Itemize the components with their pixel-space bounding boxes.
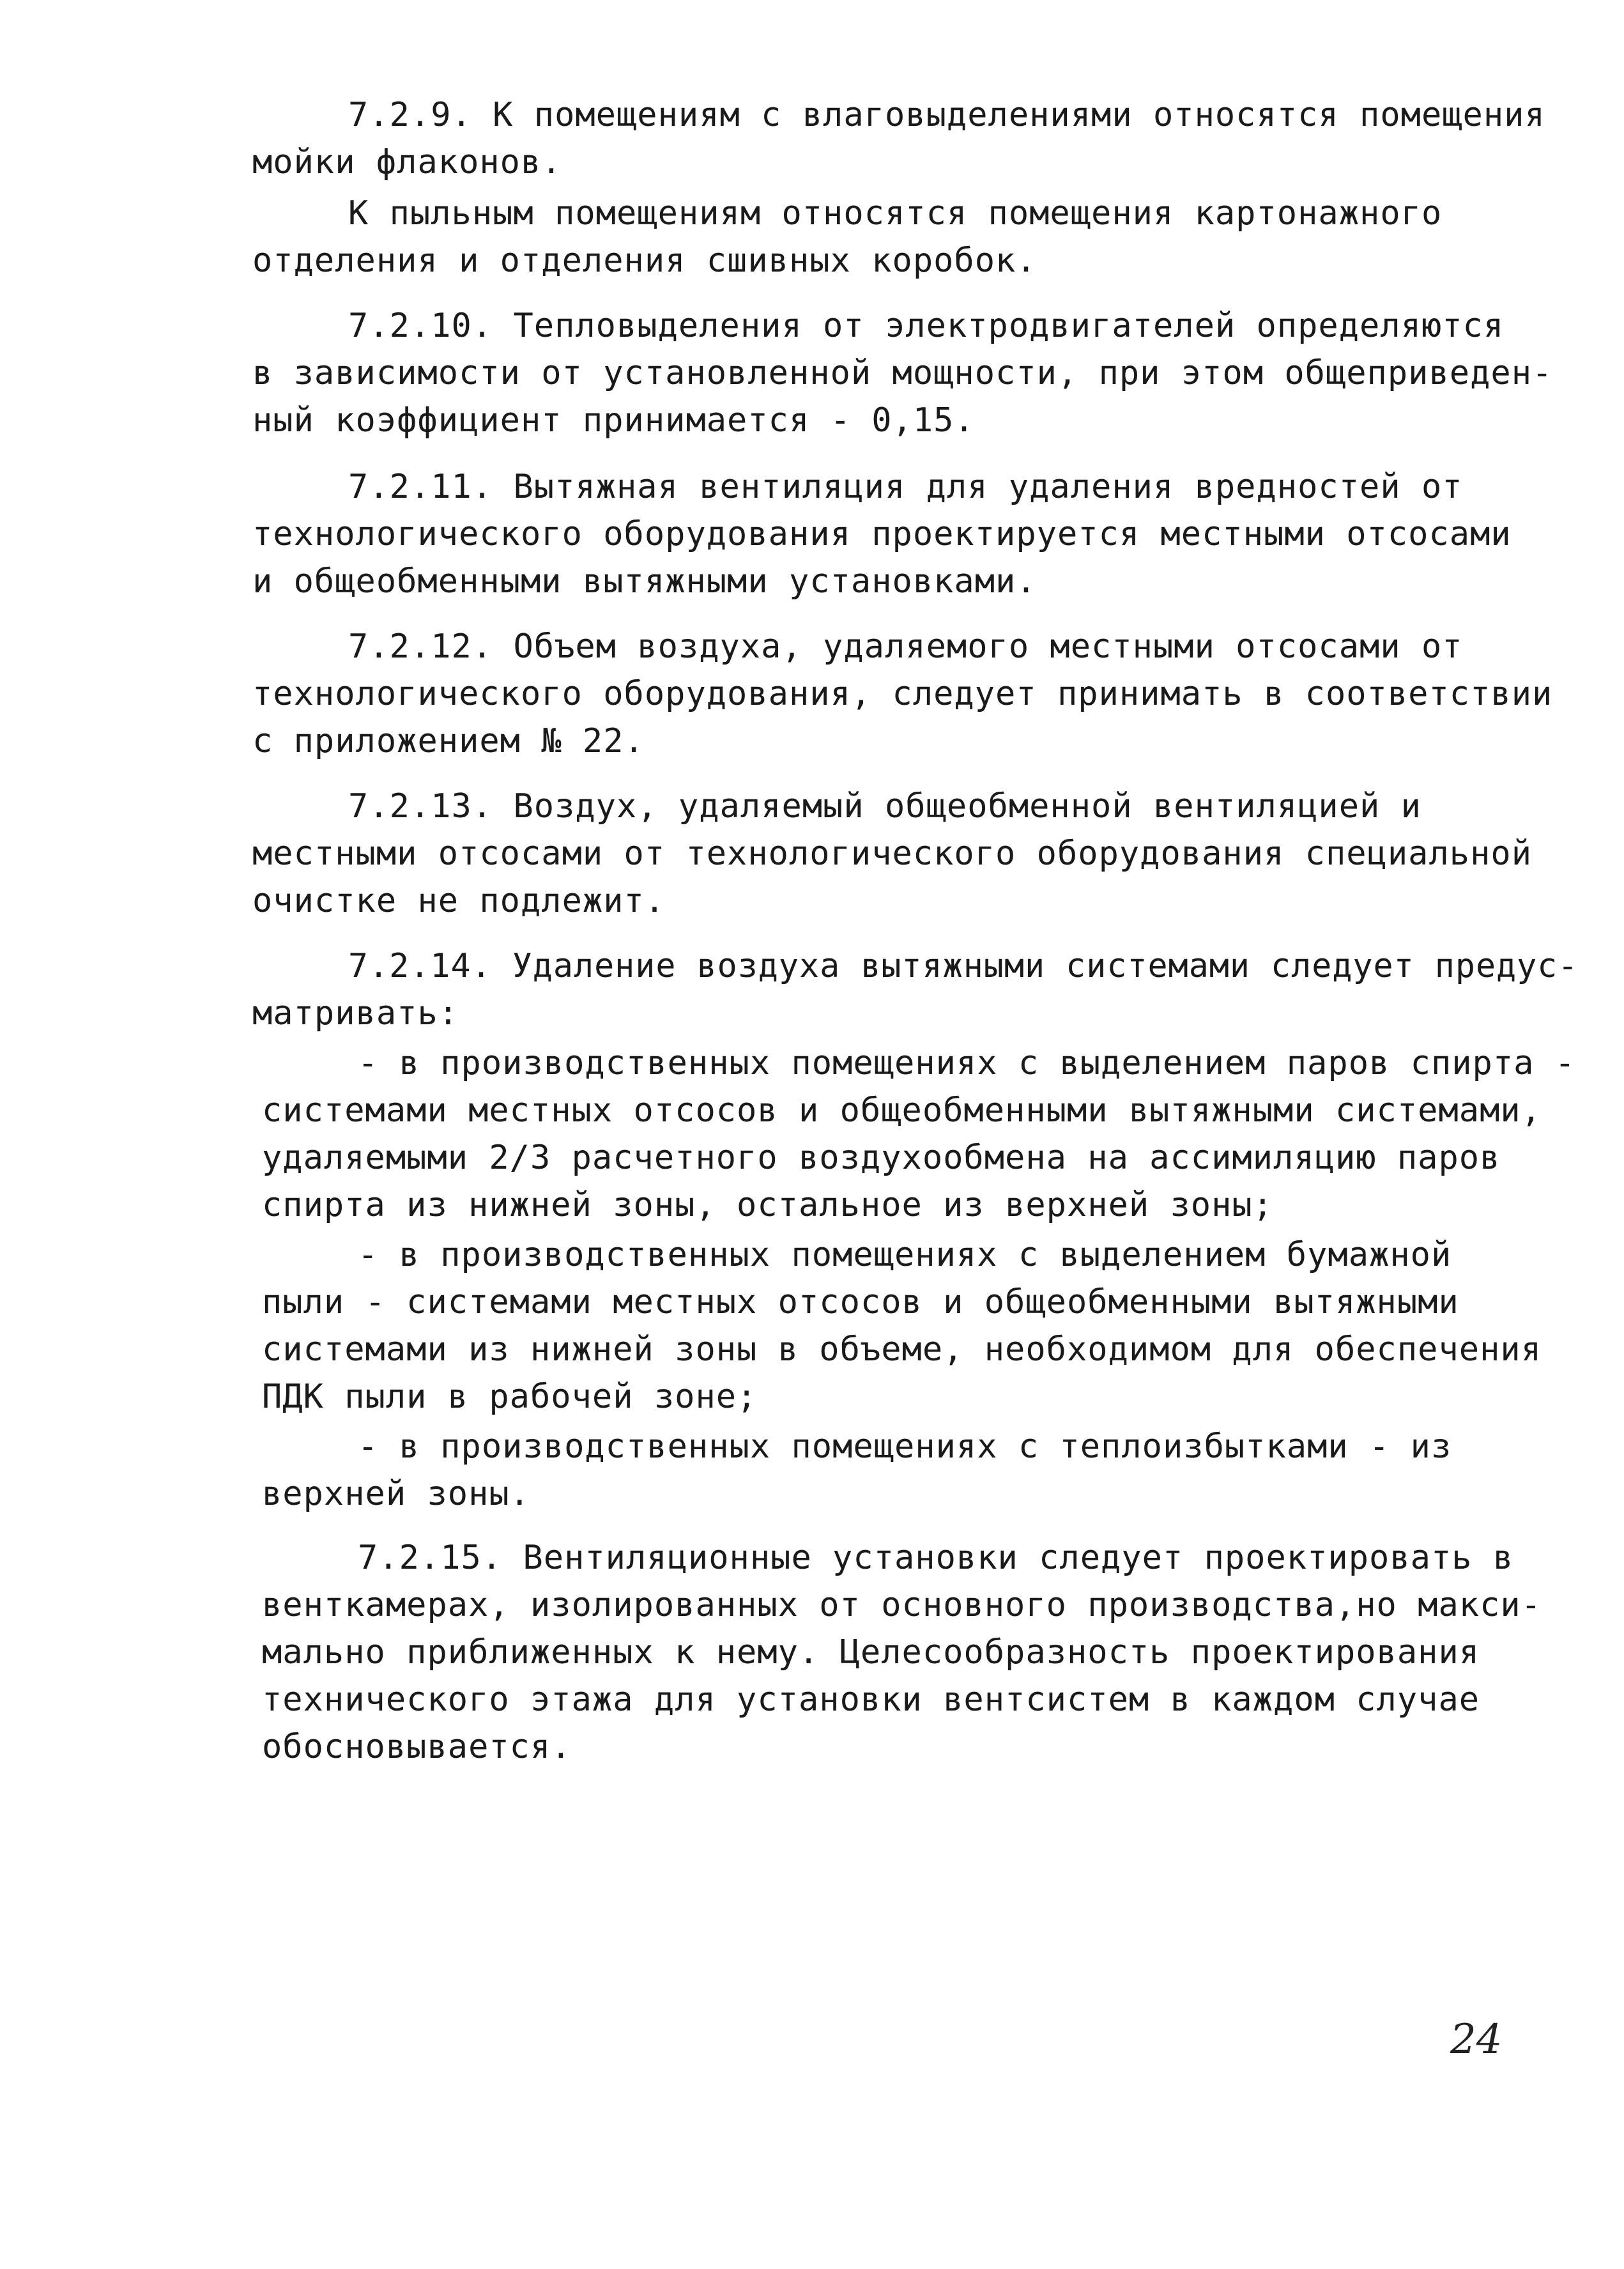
list-item-line: ПДК пыли в рабочей зоне;: [262, 1378, 758, 1416]
text-line: технологического оборудования проектируется местными отсосами: [252, 515, 1512, 553]
text-line: обосновывается.: [262, 1728, 572, 1766]
text-line: и общеобменными вытяжными установками.: [252, 562, 1037, 601]
text-line: мально приближенных к нему. Целесообразность проектирования: [262, 1633, 1480, 1672]
text-line: технического этажа для установки вентсистем в каждом случае: [262, 1681, 1480, 1719]
text-line: матривать:: [252, 994, 459, 1033]
list-item-line: спирта из нижней зоны, остальное из верхней зоны;: [262, 1186, 1274, 1224]
page-number: 24: [1450, 2016, 1503, 2063]
text-line: отделения и отделения сшивных коробок.: [252, 242, 1037, 280]
text-line: 7.2.15. Вентиляционные установки следует проектировать в: [358, 1539, 1514, 1577]
text-line: 7.2.10. Тепловыделения от электродвигателей определяются: [348, 307, 1505, 345]
text-line: местными отсосами от технологического оборудования специальной: [252, 835, 1533, 873]
list-item-line: - в производственных помещениях с теплоизбытками - из: [358, 1427, 1452, 1466]
list-item-line: - в производственных помещениях с выделением бумажной: [358, 1236, 1452, 1274]
text-line: К пыльным помещениям относятся помещения картонажного: [348, 194, 1443, 233]
list-item-line: пыли - системами местных отсосов и общеобменными вытяжными: [262, 1283, 1459, 1321]
text-line: технологического оборудования, следует принимать в соответствии: [252, 675, 1553, 713]
text-line: очистке не подлежит.: [252, 882, 666, 920]
list-item-line: системами местных отсосов и общеобменными вытяжными системами,: [262, 1091, 1542, 1130]
text-line: в зависимости от установленной мощности, при этом общеприведен-: [252, 354, 1553, 392]
text-line: 7.2.12. Объем воздуха, удаляемого местными отсосами от: [348, 627, 1463, 666]
text-line: венткамерах, изолированных от основного производства,но макси-: [262, 1586, 1542, 1624]
list-item-line: системами из нижней зоны в объеме, необходимом для обеспечения: [262, 1330, 1542, 1369]
text-line: 7.2.11. Вытяжная вентиляция для удаления вредностей от: [348, 468, 1463, 506]
text-line: 7.2.14. Удаление воздуха вытяжными системами следует предус-: [348, 947, 1579, 985]
list-item-line: - в производственных помещениях с выделением паров спирта -: [358, 1044, 1576, 1082]
list-item-line: удаляемыми 2/3 расчетного воздухообмена на ассимиляцию паров: [262, 1139, 1501, 1177]
text-line: ный коэффициент принимается - 0,15.: [252, 401, 975, 440]
text-line: мойки флаконов.: [252, 143, 562, 181]
text-line: с приложением № 22.: [252, 722, 645, 760]
text-line: 7.2.13. Воздух, удаляемый общеобменной вентиляцией и: [348, 787, 1421, 826]
text-line: 7.2.9. К помещениям с влаговыделениями относятся помещения: [348, 96, 1545, 134]
list-item-line: верхней зоны.: [262, 1475, 530, 1513]
